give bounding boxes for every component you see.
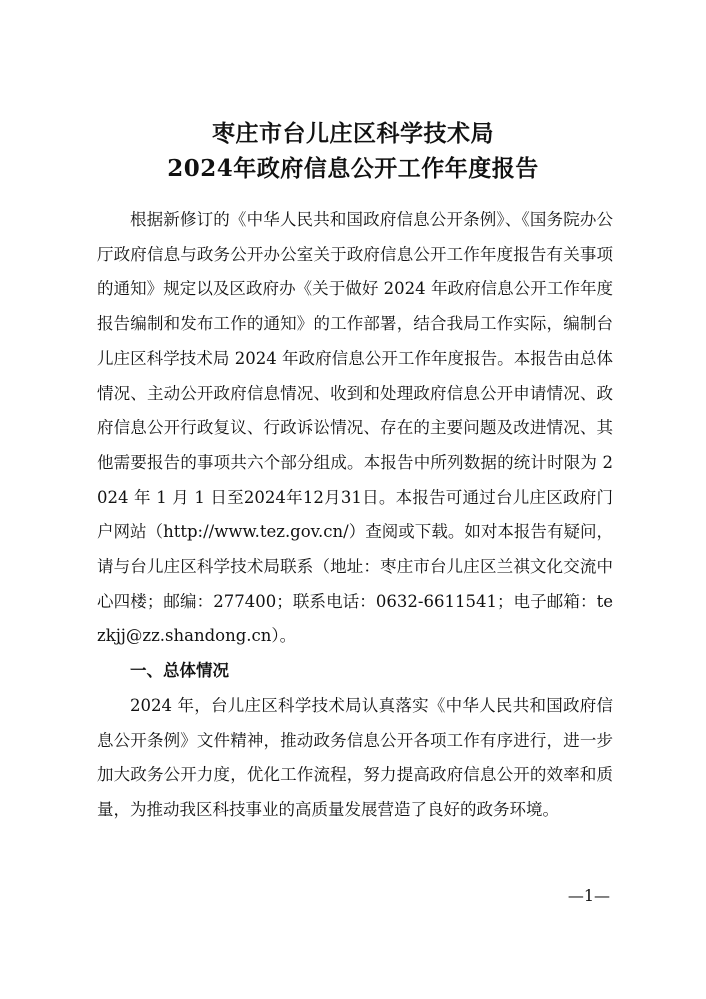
overview-paragraph: 2024 年，台儿庄区科学技术局认真落实《中华人民共和国政府信息公开条例》文件精神，推动政务信息公开各项工作有序进行，进一步加大政务公开力度，优化工作流程，努力提高政府信息公开的效率和质量，为推动我区科技事业的高质量发展营造了良好的政务环境。: [97, 695, 613, 819]
intro-paragraph: 根据新修订的《中华人民共和国政府信息公开条例》、《国务院办公厅政府信息与政务公开办公室关于政府信息公开工作年度报告有关事项的通知》规定以及区政府办《关于做好 2024 年政府信息公开工作年度报告编制和发布工作的通知》的工作部署，结合我局工作实际，编制台儿庄区科学技术局 2024 年政府信息公开工作年度报告。本报告由总体情况、主动公开政府信息情况、收到和处理政府信息公开申请情况、政府信息公开行政复议、行政诉讼情况、存在的主要问题及改进情况、其他需要报告的事项共六个部分组成。本报告中所列数据的统计时限为 2024 年 1 月 1 日至2024年12月31日。本报告可通过台儿庄区政府门户网站（http://www.tez.gov.cn/）查阅或下载。如对本报告有疑问，请与台儿庄区科学技术局联系（地址：枣庄市台儿庄区兰祺文化交流中心四楼；邮编：277400；联系电话：0632-6611541；电子邮箱：tezkjj@zz.shandong.cn）。: [97, 210, 613, 646]
report-title-line-2: 2024年政府信息公开工作年度报告: [167, 155, 539, 182]
page-number: —1—: [567, 886, 610, 905]
report-body: [97, 203, 613, 828]
report-title-line-1: 枣庄市台儿庄区科学技术局: [212, 120, 494, 147]
section-heading-overview: 一、总体情况: [130, 661, 229, 681]
